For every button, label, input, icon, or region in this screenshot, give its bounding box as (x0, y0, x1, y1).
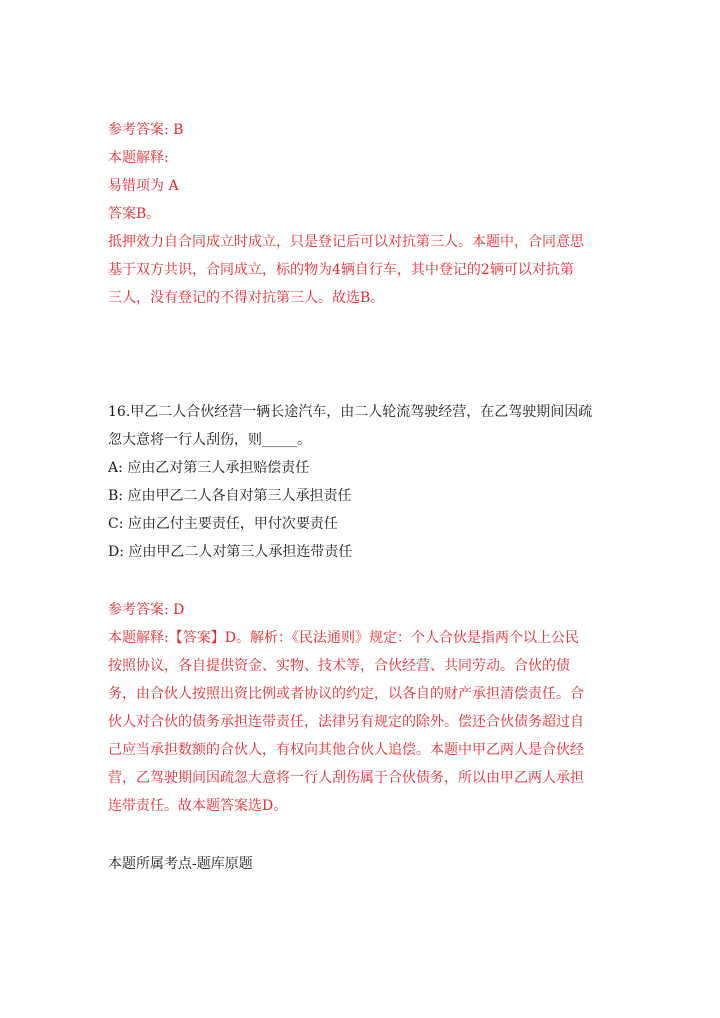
explanation-line-3: 三人，没有登记的不得对抗第三人。故选B。 (108, 290, 385, 306)
explanation-line-2: 基于双方共识，合同成立，标的物为4辆自行车，其中登记的2辆可以对抗第 (108, 262, 574, 278)
answer-label-2: 参考答案: D (108, 602, 185, 618)
option-a: A: 应由乙对第三人承担赔偿责任 (108, 460, 310, 476)
easy-wrong-option: 易错项为 A (108, 178, 179, 194)
option-b: B: 应由甲乙二人各自对第三人承担责任 (108, 488, 352, 504)
source-note: 本题所属考点-题库原题 (108, 856, 253, 872)
explanation-line-1: 抵押效力自合同成立时成立，只是登记后可以对抗第三人。本题中，合同意思 (108, 234, 584, 250)
answer-label-1: 参考答案: B (108, 122, 184, 138)
explanation-line-2: 按照协议，各自提供资金、实物、技术等，合伙经营、共同劳动。合伙的债 (108, 658, 570, 674)
question-stem-line-2: 忽大意将一行人刮伤，则_____。 (108, 432, 311, 448)
explanation-label-1: 本题解释: (108, 150, 169, 166)
explanation-line-1: 本题解释:【答案】D。解析：《民法通则》规定：个人合伙是指两个以上公民 (108, 630, 579, 646)
option-d: D: 应由甲乙二人对第三人承担连带责任 (108, 544, 353, 560)
answer-statement: 答案B。 (108, 206, 161, 222)
explanation-line-3: 务，由合伙人按照出资比例或者协议的约定，以各自的财产承担清偿责任。合 (108, 686, 584, 702)
explanation-line-5: 己应当承担数额的合伙人，有权向其他合伙人追偿。本题中甲乙两人是合伙经 (108, 742, 584, 758)
question-stem-line-1: 16.甲乙二人合伙经营一辆长途汽车，由二人轮流驾驶经营，在乙驾驶期间因疏 (108, 404, 593, 420)
explanation-line-7: 连带责任。故本题答案选D。 (108, 798, 288, 814)
option-c: C: 应由乙付主要责任，甲付次要责任 (108, 516, 338, 532)
explanation-line-6: 营，乙驾驶期间因疏忽大意将一行人刮伤属于合伙债务，所以由甲乙两人承担 (108, 770, 584, 786)
explanation-line-4: 伙人对合伙的债务承担连带责任，法律另有规定的除外。偿还合伙债务超过自 (108, 714, 584, 730)
